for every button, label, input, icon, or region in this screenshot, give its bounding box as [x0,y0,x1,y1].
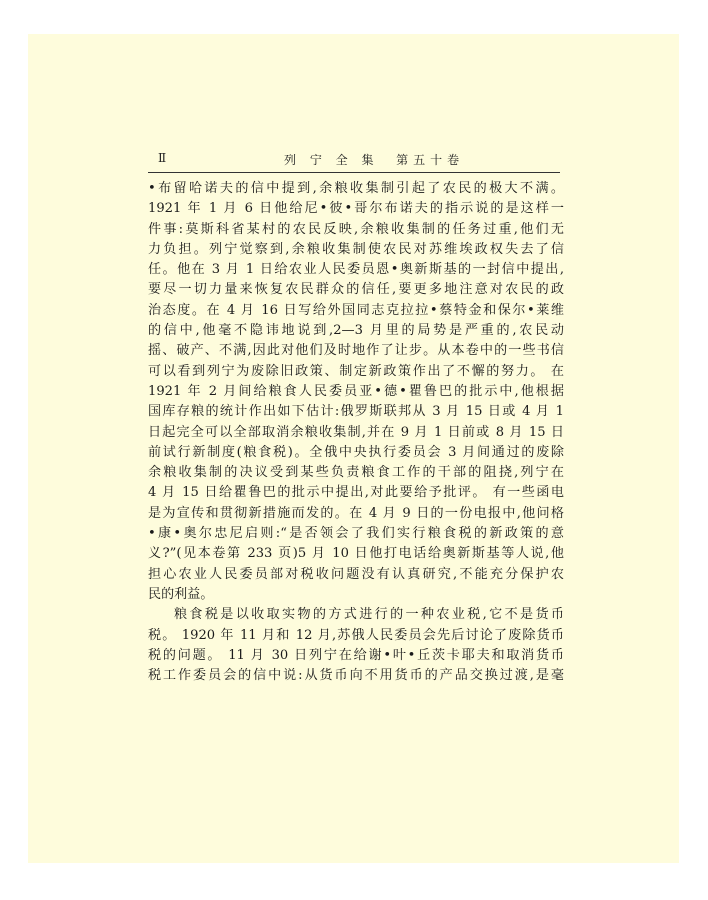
text-line: •布留哈诺夫的信中提到,余粮收集制引起了农民的极大不满。 [148,181,564,196]
text-line: 任。他在 3 月 1 日给农业人民委员恩•奥新斯基的一封信中提出, [148,262,564,278]
text-line: 可以看到列宁为废除旧政策、制定新政策作出了不懈的努力。 在 [148,363,564,379]
text-line: 前试行新制度(粮食税)。全俄中央执行委员会 3 月间通过的废除 [148,444,564,460]
text-line: 余粮收集制的决议受到某些负责粮食工作的干部的阻挠,列宁在 [148,465,564,481]
text-line: 1921 年 2 月间给粮食人民委员亚•德•瞿鲁巴的批示中,他根据 [148,383,564,399]
text-line: 担心农业人民委员部对税收问题没有认真研究,不能充分保护农 [148,566,564,582]
text-line: 的信中,他毫不隐讳地说到,2—3 月里的局势是严重的,农民动 [148,323,564,339]
text-line: 力负担。列宁觉察到,余粮收集制使农民对苏维埃政权失去了信 [148,241,564,257]
text-line: 义?”(见本卷第 233 页)5 月 10 日他打电话给奥新斯基等人说,他 [148,546,564,562]
text-line: 是为宣传和贯彻新措施而发的。在 4 月 9 日的一份电报中,他问格 [148,505,564,521]
text-line: 摇、破产、不满,因此对他们及时地作了让步。从本卷中的一些书信 [148,343,564,359]
text-line: 国库存粮的统计作出如下估计:俄罗斯联邦从 3 月 15 日或 4 月 1 [148,404,564,420]
text-line: 1921 年 1 月 6 日他给尼•彼•哥尔布诺夫的指示说的是这样一 [148,201,564,217]
text-line: •康•奥尔忠尼启则:“是否领会了我们实行粮食税的新政策的意 [148,526,564,542]
text-line: 粮食税是以收取实物的方式进行的一种农业税,它不是货币 [174,607,564,623]
running-title: 列 宁 全 集 第五十卷 [284,153,465,167]
text-line: 日起完全可以全部取消余粮收集制,并在 9 月 1 日前或 8 月 15 日 [148,424,564,440]
body-text [148,179,564,686]
page-header [148,150,560,173]
text-line: 件事:莫斯科省某村的农民反映,余粮收集制的任务过重,他们无 [148,221,564,237]
text-line: 税。 1920 年 11 月和 12 月,苏俄人民委员会先后讨论了废除货币 [148,627,564,643]
page-number: Ⅱ [158,151,167,165]
text-line: 税工作委员会的信中说:从货币向不用货币的产品交换过渡,是毫 [148,668,564,684]
text-line: 要尽一切力量来恢复农民群众的信任,要更多地注意对农民的政 [148,282,564,298]
text-line: 治态度。在 4 月 16 日写给外国同志克拉拉•蔡特金和保尔•莱维 [148,302,564,318]
text-line: 民的利益。 [148,586,214,602]
text-line: 4 月 15 日给瞿鲁巴的批示中提出,对此要给予批评。 有一些函电 [148,485,564,501]
text-line: 税的问题。 11 月 30 日列宁在给谢•叶•丘茨卡耶夫和取消货币 [148,647,564,663]
